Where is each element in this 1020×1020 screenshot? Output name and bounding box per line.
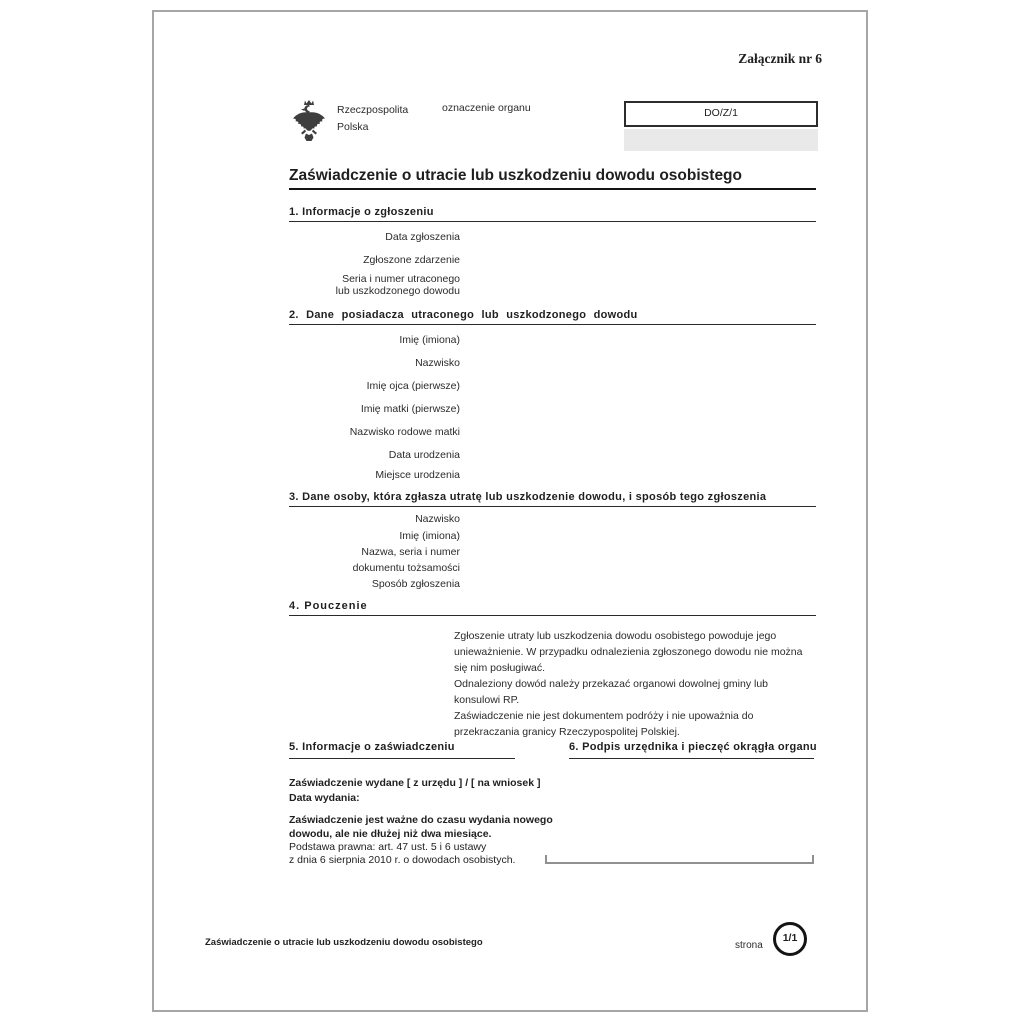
instruction-text: [454, 628, 802, 740]
instruction-line: konsulowi RP.: [454, 694, 520, 706]
report-method-label: Sposób zgłoszenia: [371, 578, 460, 590]
instruction-line: się nim posługiwać.: [454, 662, 546, 674]
holder-mother-maiden-name-label: Nazwisko rodowe matki: [349, 426, 460, 438]
attachment-label: Załącznik nr 6: [738, 51, 822, 66]
reporter-surname-label: Nazwisko: [415, 513, 460, 525]
document-series-label-line1: Seria i numer utraconego: [342, 273, 460, 285]
validity-note-line2: dowodu, ale nie dłużej niż dwa miesiące.: [289, 828, 492, 840]
state-name: [337, 102, 408, 136]
footer-page-label: strona: [735, 940, 763, 951]
report-date-label: Data zgłoszenia: [385, 231, 460, 243]
reporter-given-names-label: Imię (imiona): [399, 530, 460, 542]
form-code-box: [624, 101, 818, 127]
section3-heading: 3. Dane osoby, która zgłasza utratę lub uszkodzenie dowodu, i sposób tego zgłoszenia: [289, 491, 816, 507]
holder-surname-label: Nazwisko: [415, 357, 460, 369]
footer-page-number-badge: 1/1: [773, 922, 807, 956]
form-code-shaded-cell: [624, 129, 818, 151]
legal-basis-line1: Podstawa prawna: art. 47 ust. 5 i 6 ustawy: [289, 841, 487, 853]
polish-eagle-emblem-icon: [292, 97, 326, 145]
reported-event-label: Zgłoszone zdarzenie: [363, 254, 460, 266]
holder-father-name-label: Imię ojca (pierwsze): [366, 380, 460, 392]
instruction-line: przekraczania granicy Rzeczypospolitej Polskiej.: [454, 726, 680, 738]
instruction-line: Zaświadczenie nie jest dokumentem podróży i nie upoważnia do: [454, 710, 754, 722]
section5-heading: 5. Informacje o zaświadczeniu: [289, 741, 515, 759]
reporter-identity-doc-label-line2: dokumentu tożsamości: [352, 562, 460, 574]
issue-date-label: Data wydania:: [289, 792, 360, 804]
document-series-label-line2: lub uszkodzonego dowodu: [335, 285, 460, 297]
state-name-line1: Rzeczpospolita: [337, 104, 409, 116]
state-name-line2: Polska: [337, 121, 369, 133]
section2-heading: 2. Dane posiadacza utraconego lub uszkodzonego dowodu: [289, 309, 816, 325]
issued-mode-label: Zaświadczenie wydane [ z urzędu ] / [ na wniosek ]: [289, 777, 541, 789]
holder-birth-date-label: Data urodzenia: [388, 449, 460, 461]
instruction-line: Zgłoszenie utraty lub uszkodzenia dowodu osobistego powoduje jego: [454, 630, 777, 642]
reporter-identity-doc-label-line1: Nazwa, seria i numer: [361, 546, 460, 558]
legal-basis-line2: z dnia 6 sierpnia 2010 r. o dowodach osobistych.: [289, 854, 516, 866]
form-page: [152, 10, 868, 1012]
form-code: DO/Z/1: [704, 107, 738, 119]
organ-designation-label: oznaczenie organu: [442, 102, 531, 114]
signature-and-stamp-area: [545, 855, 814, 864]
holder-mother-name-label: Imię matki (pierwsze): [360, 403, 460, 415]
holder-given-names-label: Imię (imiona): [399, 334, 460, 346]
validity-note-line1: Zaświadczenie jest ważne do czasu wydania nowego: [289, 814, 553, 826]
holder-birth-place-label: Miejsce urodzenia: [375, 469, 460, 481]
section1-heading: 1. Informacje o zgłoszeniu: [289, 206, 816, 222]
instruction-line: unieważnienie. W przypadku odnalezienia zgłoszonego dowodu nie można: [454, 646, 803, 658]
form-title: Zaświadczenie o utracie lub uszkodzeniu dowodu osobistego: [289, 167, 816, 190]
section4-heading: 4. Pouczenie: [289, 600, 816, 616]
instruction-line: Odnaleziony dowód należy przekazać organowi dowolnej gminy lub: [454, 678, 769, 690]
section6-heading: 6. Podpis urzędnika i pieczęć okrągła organu: [569, 741, 814, 759]
footer-document-title: Zaświadczenie o utracie lub uszkodzeniu dowodu osobistego: [205, 937, 483, 948]
